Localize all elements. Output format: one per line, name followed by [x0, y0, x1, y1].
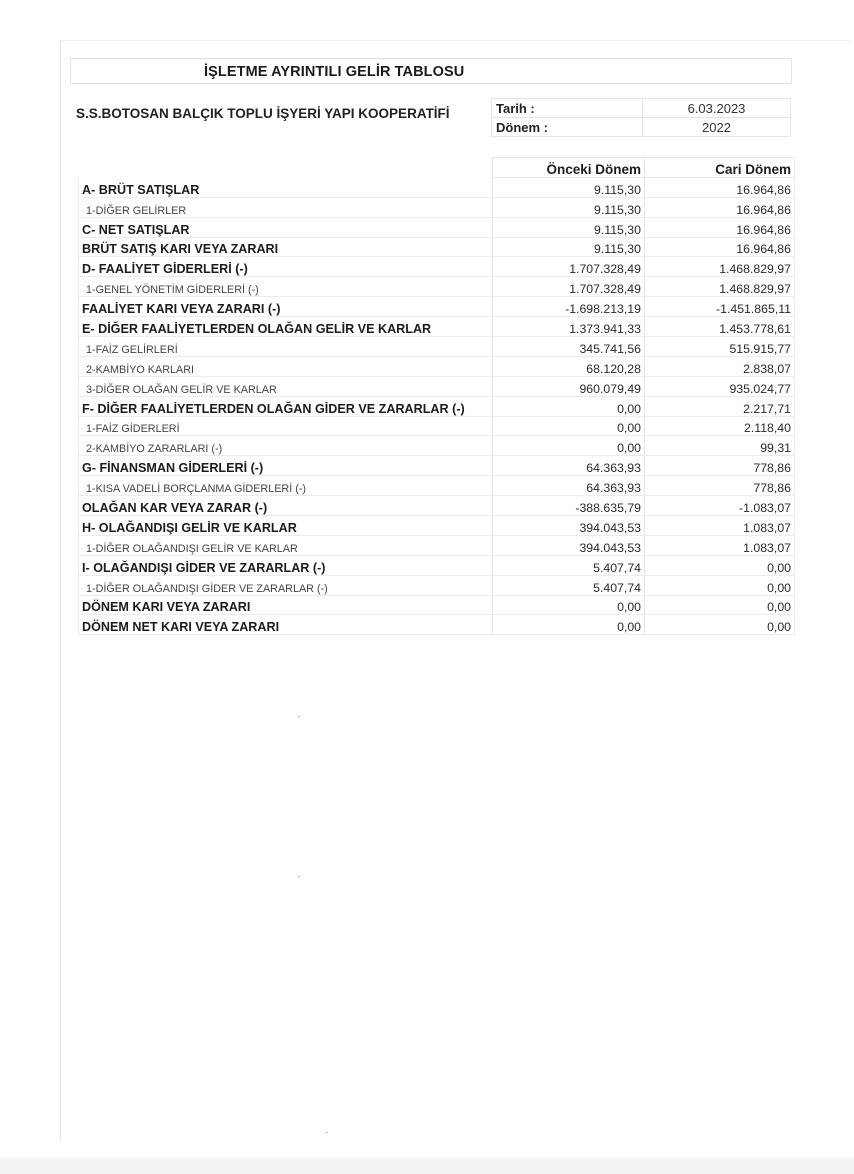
table-row [79, 535, 795, 555]
row-label: 2-KAMBİYO ZARARLARI (-) [79, 436, 493, 456]
row-label: 2-KAMBİYO KARLARI [79, 356, 493, 376]
table-row [79, 376, 795, 396]
row-label: C- NET SATIŞLAR [79, 217, 493, 237]
date-label: Tarih : [492, 99, 643, 118]
row-previous-value: 0,00 [493, 615, 645, 635]
row-current-value: -1.451.865,11 [645, 297, 795, 317]
page-edge-top [60, 40, 850, 41]
date-value: 6.03.2023 [643, 99, 791, 118]
row-previous-value: 0,00 [493, 436, 645, 456]
table-header-row [79, 158, 795, 178]
row-label: D- FAALİYET GİDERLERİ (-) [79, 257, 493, 277]
row-current-value: 99,31 [645, 436, 795, 456]
row-label: I- OLAĞANDIŞI GİDER VE ZARARLAR (-) [79, 555, 493, 575]
row-previous-value: 9.115,30 [493, 237, 645, 257]
row-label: 1-DİĞER OLAĞANDIŞI GELİR VE KARLAR [79, 535, 493, 555]
table-row [79, 456, 795, 476]
table-row [79, 476, 795, 496]
row-previous-value: 68.120,28 [493, 356, 645, 376]
table-row [79, 555, 795, 575]
row-label: FAALİYET KARI VEYA ZARARI (-) [79, 297, 493, 317]
row-label: BRÜT SATIŞ KARI VEYA ZARARI [79, 237, 493, 257]
row-label: 1-FAİZ GELİRLERİ [79, 337, 493, 357]
row-previous-value: 960.079,49 [493, 376, 645, 396]
row-label: F- DİĞER FAALİYETLERDEN OLAĞAN GİDER VE ZARARLAR (-) [79, 396, 493, 416]
row-label: G- FİNANSMAN GİDERLERİ (-) [79, 456, 493, 476]
row-label: DÖNEM NET KARI VEYA ZARARI [79, 615, 493, 635]
meta-row-period [492, 118, 791, 137]
row-current-value: 2.217,71 [645, 396, 795, 416]
row-previous-value: 394.043,53 [493, 535, 645, 555]
header-blank [79, 158, 493, 178]
row-previous-value: -1.698.213,19 [493, 297, 645, 317]
column-header-previous: Önceki Dönem [493, 158, 645, 178]
row-previous-value: 1.707.328,49 [493, 257, 645, 277]
meta-table [491, 98, 791, 137]
page-edge [60, 40, 61, 1140]
scan-speck [298, 876, 300, 877]
row-current-value: 16.964,86 [645, 197, 795, 217]
row-label: A- BRÜT SATIŞLAR [79, 177, 493, 197]
table-row [79, 237, 795, 257]
table-row [79, 317, 795, 337]
row-current-value: 0,00 [645, 615, 795, 635]
row-label: 1-DİĞER GELİRLER [79, 197, 493, 217]
table-row [79, 615, 795, 635]
row-previous-value: 9.115,30 [493, 177, 645, 197]
row-current-value: 935.024,77 [645, 376, 795, 396]
row-previous-value: 9.115,30 [493, 197, 645, 217]
row-current-value: 0,00 [645, 595, 795, 615]
row-previous-value: 345.741,56 [493, 337, 645, 357]
row-current-value: 16.964,86 [645, 217, 795, 237]
row-previous-value: 1.707.328,49 [493, 277, 645, 297]
row-current-value: 1.083,07 [645, 516, 795, 536]
row-label: DÖNEM KARI VEYA ZARARI [79, 595, 493, 615]
table-row [79, 436, 795, 456]
row-previous-value: 0,00 [493, 396, 645, 416]
table-row [79, 217, 795, 237]
table-row [79, 277, 795, 297]
row-label: 3-DİĞER OLAĞAN GELİR VE KARLAR [79, 376, 493, 396]
row-current-value: 16.964,86 [645, 237, 795, 257]
table-row [79, 257, 795, 277]
row-current-value: 1.083,07 [645, 535, 795, 555]
table-row [79, 396, 795, 416]
row-current-value: 0,00 [645, 555, 795, 575]
table-row [79, 595, 795, 615]
table-row [79, 356, 795, 376]
row-current-value: 0,00 [645, 575, 795, 595]
company-name: S.S.BOTOSAN BALÇIK TOPLU İŞYERİ YAPI KOOPERATİFİ [76, 106, 450, 121]
meta-row-date [492, 99, 791, 118]
row-previous-value: 5.407,74 [493, 575, 645, 595]
row-label: 1-GENEL YÖNETİM GİDERLERİ (-) [79, 277, 493, 297]
row-current-value: 778,86 [645, 476, 795, 496]
column-header-current: Cari Dönem [645, 158, 795, 178]
row-previous-value: 1.373.941,33 [493, 317, 645, 337]
scan-speck [326, 1132, 328, 1133]
row-label: 1-DİĞER OLAĞANDIŞI GİDER VE ZARARLAR (-) [79, 575, 493, 595]
row-current-value: 1.468.829,97 [645, 257, 795, 277]
table-row [79, 416, 795, 436]
table-row [79, 496, 795, 516]
row-label: H- OLAĞANDIŞI GELİR VE KARLAR [79, 516, 493, 536]
income-statement-table [78, 157, 795, 635]
row-previous-value: 0,00 [493, 595, 645, 615]
row-current-value: 2.838,07 [645, 356, 795, 376]
row-label: 1-FAİZ GİDERLERİ [79, 416, 493, 436]
row-previous-value: 394.043,53 [493, 516, 645, 536]
page-bottom-margin [0, 1158, 854, 1174]
row-current-value: 1.468.829,97 [645, 277, 795, 297]
row-current-value: -1.083,07 [645, 496, 795, 516]
table-row [79, 197, 795, 217]
row-label: 1-KISA VADELİ BORÇLANMA GİDERLERİ (-) [79, 476, 493, 496]
row-previous-value: 0,00 [493, 416, 645, 436]
table-row [79, 177, 795, 197]
row-previous-value: 64.363,93 [493, 476, 645, 496]
row-previous-value: 5.407,74 [493, 555, 645, 575]
row-previous-value: 9.115,30 [493, 217, 645, 237]
document-title: İŞLETME AYRINTILI GELİR TABLOSU [204, 64, 465, 80]
scan-speck [298, 716, 300, 717]
table-row [79, 516, 795, 536]
row-current-value: 1.453.778,61 [645, 317, 795, 337]
row-current-value: 16.964,86 [645, 177, 795, 197]
table-row [79, 297, 795, 317]
row-previous-value: 64.363,93 [493, 456, 645, 476]
period-label: Dönem : [492, 118, 643, 137]
row-current-value: 2.118,40 [645, 416, 795, 436]
table-row [79, 575, 795, 595]
row-current-value: 515.915,77 [645, 337, 795, 357]
period-value: 2022 [643, 118, 791, 137]
table-row [79, 337, 795, 357]
row-current-value: 778,86 [645, 456, 795, 476]
row-label: OLAĞAN KAR VEYA ZARAR (-) [79, 496, 493, 516]
row-previous-value: -388.635,79 [493, 496, 645, 516]
row-label: E- DİĞER FAALİYETLERDEN OLAĞAN GELİR VE KARLAR [79, 317, 493, 337]
